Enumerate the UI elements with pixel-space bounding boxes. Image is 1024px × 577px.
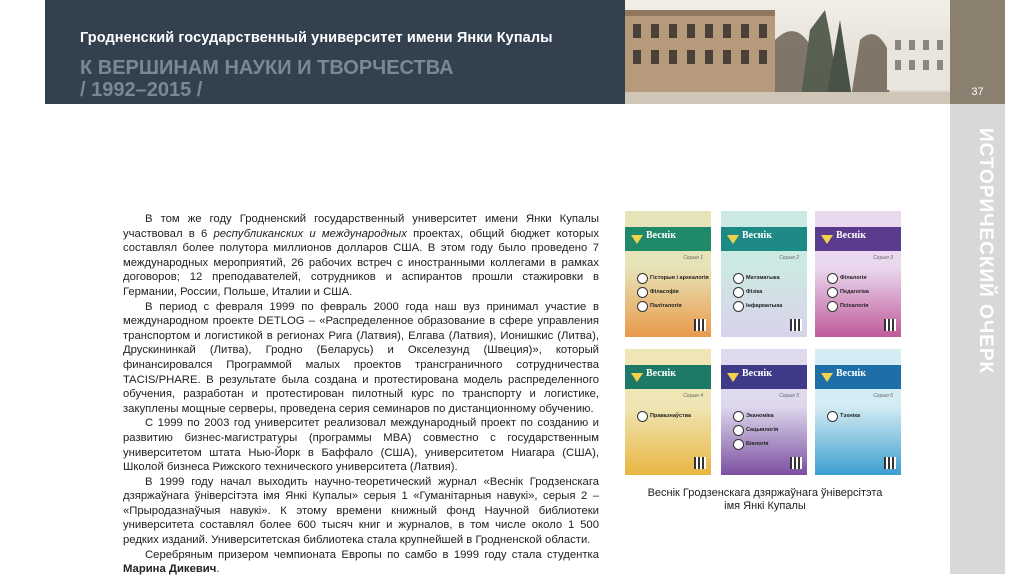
cover-series: Серыя 4 xyxy=(683,393,703,399)
paragraph: Серебряным призером чемпионата Европы по самбо в 1999 году стала студентка Марина Дикевич. xyxy=(123,548,599,576)
section-title-vertical: ИСТОРИЧЕСКИЙ ОЧЕРК xyxy=(975,128,996,375)
cover-rubric: Фізіка xyxy=(733,287,762,297)
university-name: Гродненский государственный университет имени Янки Купалы xyxy=(80,30,553,46)
rubric-emblem-icon xyxy=(733,301,744,312)
rubric-emblem-icon xyxy=(827,287,838,298)
cover-title-band xyxy=(815,365,901,389)
journal-cover xyxy=(815,211,901,337)
page-number: 37 xyxy=(971,86,984,98)
paragraph: С 1999 по 2003 год университет реализовал международный проект по созданию и развитию бизнес-магистратуры (программы MBA) совместно с государственным университетом штата Нью-Йорк в Баффало (США), университетом Ниагара (США), Школой бизнеса Рижского технического университета (Латвия). xyxy=(123,417,599,474)
barcode-icon xyxy=(884,319,896,331)
barcode-icon xyxy=(694,457,706,469)
journal-name: Веснік xyxy=(836,230,866,241)
cover-rubric: Гісторыя і археалогія xyxy=(637,273,709,283)
cover-title-band xyxy=(625,365,711,389)
cover-title-band xyxy=(815,227,901,251)
journal-cover xyxy=(815,349,901,475)
paragraph: В том же году Гродненский государственный университет имени Янки Купалы участвовал в 6 республиканских и международных проектах, общий бюджет которых составлял более полутора миллионов долларов США. В этом году было проведено 7 международных мероприятий, 26 рабочих встреч с иностранными коллегами в рамках договоров; 12 преподавателей, сотрудников и аспирантов прошли стажировки в Германии, России, Польше, Италии и США. xyxy=(123,213,599,298)
university-emblem-icon xyxy=(821,373,833,382)
cover-series: Серыя 3 xyxy=(873,255,893,261)
sidebar xyxy=(950,0,1005,574)
rubric-emblem-icon xyxy=(733,273,744,284)
rubric-emblem-icon xyxy=(637,287,648,298)
title-line-1: К ВЕРШИНАМ НАУКИ И ТВОРЧЕСТВА xyxy=(80,57,454,79)
cover-title-band xyxy=(625,227,711,251)
cover-series: Серыя 2 xyxy=(779,255,799,261)
cover-rubric: Псіхалогія xyxy=(827,301,868,311)
journal-cover xyxy=(721,211,807,337)
cover-series: Серыя 5 xyxy=(779,393,799,399)
cover-rubric: Сацыялогія xyxy=(733,425,778,435)
university-emblem-icon xyxy=(821,235,833,244)
article-text xyxy=(123,212,599,577)
page-title xyxy=(80,57,454,101)
barcode-icon xyxy=(694,319,706,331)
cover-rubric: Біялогія xyxy=(733,439,769,449)
rubric-emblem-icon xyxy=(733,439,744,450)
journal-name: Веснік xyxy=(742,368,772,379)
journal-cover xyxy=(625,211,711,337)
rubric-emblem-icon xyxy=(733,287,744,298)
journal-covers-grid xyxy=(625,211,905,477)
rubric-emblem-icon xyxy=(733,425,744,436)
paragraph: В период с февраля 1999 по февраль 2000 года наш вуз принимал участие в международном проекте DETLOG – «Распределенное образование в сфере управления транспортом и логистикой в регионах Рига (Латвия), Елгава (Латвия), Ионишкис (Литва), Друскининкай (Литва), Гродно (Беларусь) и Окселезунд (Швеция)», который финансировался Программой малых проектов трансграничного сотрудничества TACIS/PHARE. В результате была создана и протестирована модель распределенного обучения, разработан и протестирован пилотный курс по транспорту и логистике, закуплены мощные серверы, проведена серия семинаров по дистанционному обучению. xyxy=(123,300,599,415)
cover-rubric: Правазнаўства xyxy=(637,411,691,421)
rubric-emblem-icon xyxy=(637,301,648,312)
cover-rubric: Педагогіка xyxy=(827,287,869,297)
cover-rubric: Інфарматыка xyxy=(733,301,782,311)
covers-caption: Веснік Гродзенскага дзяржаўнага ўніверсітэта імя Янкі Купалы xyxy=(647,487,883,512)
cover-rubric: Паліталогія xyxy=(637,301,682,311)
cover-rubric: Эканоміка xyxy=(733,411,774,421)
university-emblem-icon xyxy=(631,373,643,382)
cover-title-band xyxy=(721,227,807,251)
journal-cover xyxy=(721,349,807,475)
cover-rubric: Філасофія xyxy=(637,287,679,297)
journal-name: Веснік xyxy=(742,230,772,241)
cover-title-band xyxy=(721,365,807,389)
university-emblem-icon xyxy=(631,235,643,244)
cover-series: Серыя 6 xyxy=(873,393,893,399)
rubric-emblem-icon xyxy=(827,273,838,284)
barcode-icon xyxy=(790,457,802,469)
cover-series: Серыя 1 xyxy=(683,255,703,261)
title-line-2: / 1992–2015 / xyxy=(80,79,203,101)
journal-name: Веснік xyxy=(646,368,676,379)
rubric-emblem-icon xyxy=(827,301,838,312)
journal-name: Веснік xyxy=(836,368,866,379)
paragraph: В 1999 году начал выходить научно-теоретический журнал «Веснік Гродзенскага дзяржаўнага ўніверсітэта імя Янкі Купалы» серыя 1 «Гуманітарныя навукі», серыя 2 – «Прыродазнаўчыя навукі». К этому времени книжный фонд Научной библиотеки университета составлял более 600 тысяч книг и журналов, в том числе около 1 500 редких изданий. Университетская библиотека стала крупнейшей в Гродненской области. xyxy=(123,475,599,547)
rubric-emblem-icon xyxy=(733,411,744,422)
university-building-photo xyxy=(625,0,950,104)
university-emblem-icon xyxy=(727,373,739,382)
cover-rubric: Матэматыка xyxy=(733,273,780,283)
journal-cover xyxy=(625,349,711,475)
rubric-emblem-icon xyxy=(637,411,648,422)
cover-rubric: Філалогія xyxy=(827,273,867,283)
cover-rubric: Тэхніка xyxy=(827,411,860,421)
barcode-icon xyxy=(790,319,802,331)
barcode-icon xyxy=(884,457,896,469)
journal-name: Веснік xyxy=(646,230,676,241)
rubric-emblem-icon xyxy=(827,411,838,422)
university-emblem-icon xyxy=(727,235,739,244)
rubric-emblem-icon xyxy=(637,273,648,284)
